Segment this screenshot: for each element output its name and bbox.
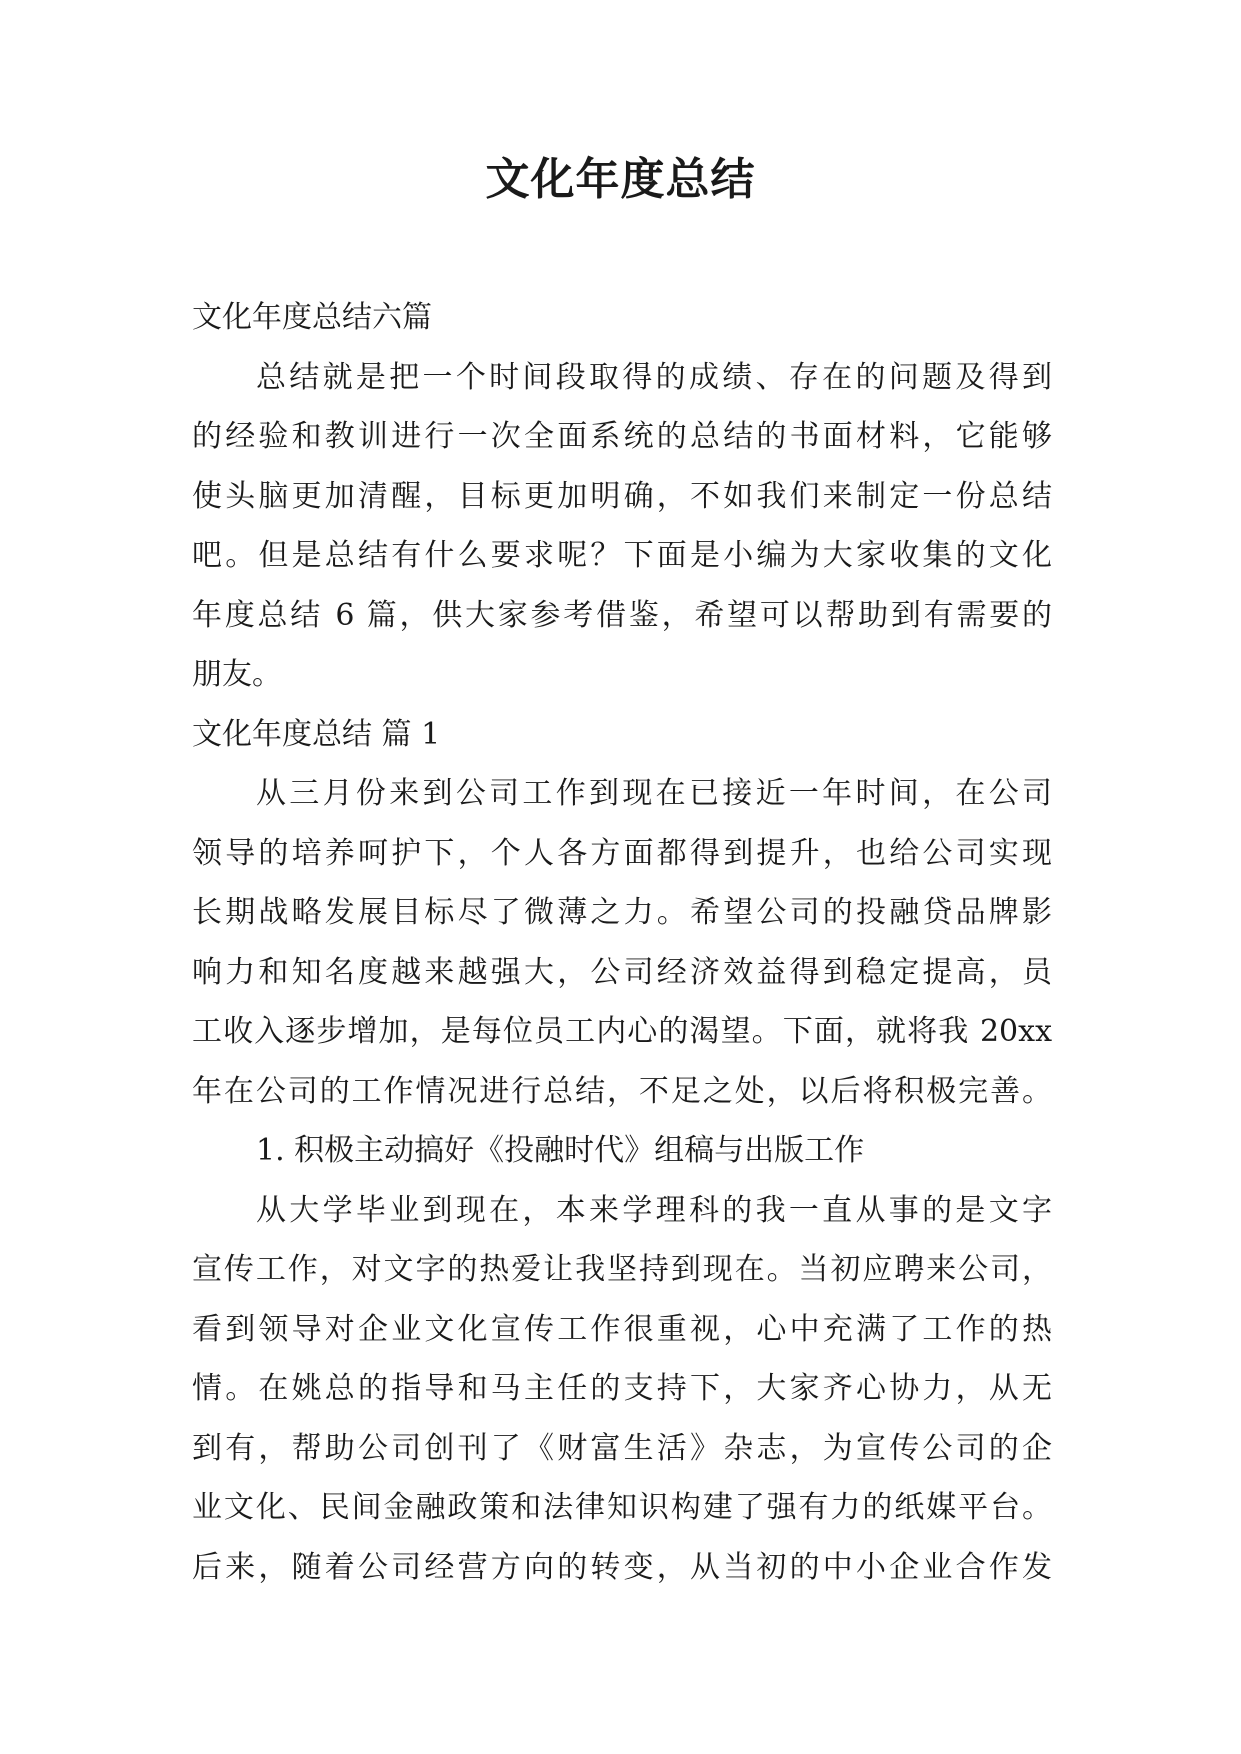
text-line: 看到领导对企业文化宣传工作很重视，心中充满了工作的热 xyxy=(192,1311,1052,1347)
text-line: 情。在姚总的指导和马主任的支持下，大家齐心协力，从无 xyxy=(192,1371,1052,1406)
text-line: 从三月份来到公司工作到现在已接近一年时间，在公司 xyxy=(256,776,1052,811)
text-line: 工收入逐步增加，是每位员工内心的渴望。下面，就将我 20xx xyxy=(192,1014,1052,1049)
text-line: 后来，随着公司经营方向的转变，从当初的中小企业合作发 xyxy=(192,1549,1052,1585)
text-line: 到有，帮助公司创刊了《财富生活》杂志，为宣传公司的企 xyxy=(192,1430,1052,1466)
text-line: 长期战略发展目标尽了微薄之力。希望公司的投融贷品牌影 xyxy=(192,895,1052,930)
text-line: 的经验和教训进行一次全面系统的总结的书面材料，它能够 xyxy=(192,419,1052,454)
text-line: 总结就是把一个时间段取得的成绩、存在的问题及得到 xyxy=(256,359,1052,395)
text-line: 响力和知名度越来越强大，公司经济效益得到稳定提高，员 xyxy=(192,954,1052,990)
text-line: 宣传工作，对文字的热爱让我坚持到现在。当初应聘来公司， xyxy=(192,1252,1052,1287)
text-line: 朋友。 xyxy=(192,657,282,692)
text-line: 业文化、民间金融政策和法律知识构建了强有力的纸媒平台。 xyxy=(192,1490,1052,1525)
text-line: 文化年度总结 篇 1 xyxy=(192,716,441,752)
text-line: 1. 积极主动搞好《投融时代》组稿与出版工作 xyxy=(256,1133,865,1168)
text-line: 从大学毕业到现在，本来学理科的我一直从事的是文字 xyxy=(256,1192,1052,1228)
document-title: 文化年度总结 xyxy=(485,154,756,205)
text-line: 文化年度总结六篇 xyxy=(192,300,432,335)
text-line: 吧。但是总结有什么要求呢？下面是小编为大家收集的文化 xyxy=(192,538,1052,573)
text-line: 年度总结 6 篇，供大家参考借鉴，希望可以帮助到有需要的 xyxy=(192,597,1052,633)
text-line: 使头脑更加清醒，目标更加明确，不如我们来制定一份总结 xyxy=(192,478,1052,514)
document-body xyxy=(192,288,1052,1597)
text-line: 年在公司的工作情况进行总结，不足之处，以后将积极完善。 xyxy=(192,1073,1052,1109)
text-line: 领导的培养呵护下，个人各方面都得到提升，也给公司实现 xyxy=(192,835,1052,871)
